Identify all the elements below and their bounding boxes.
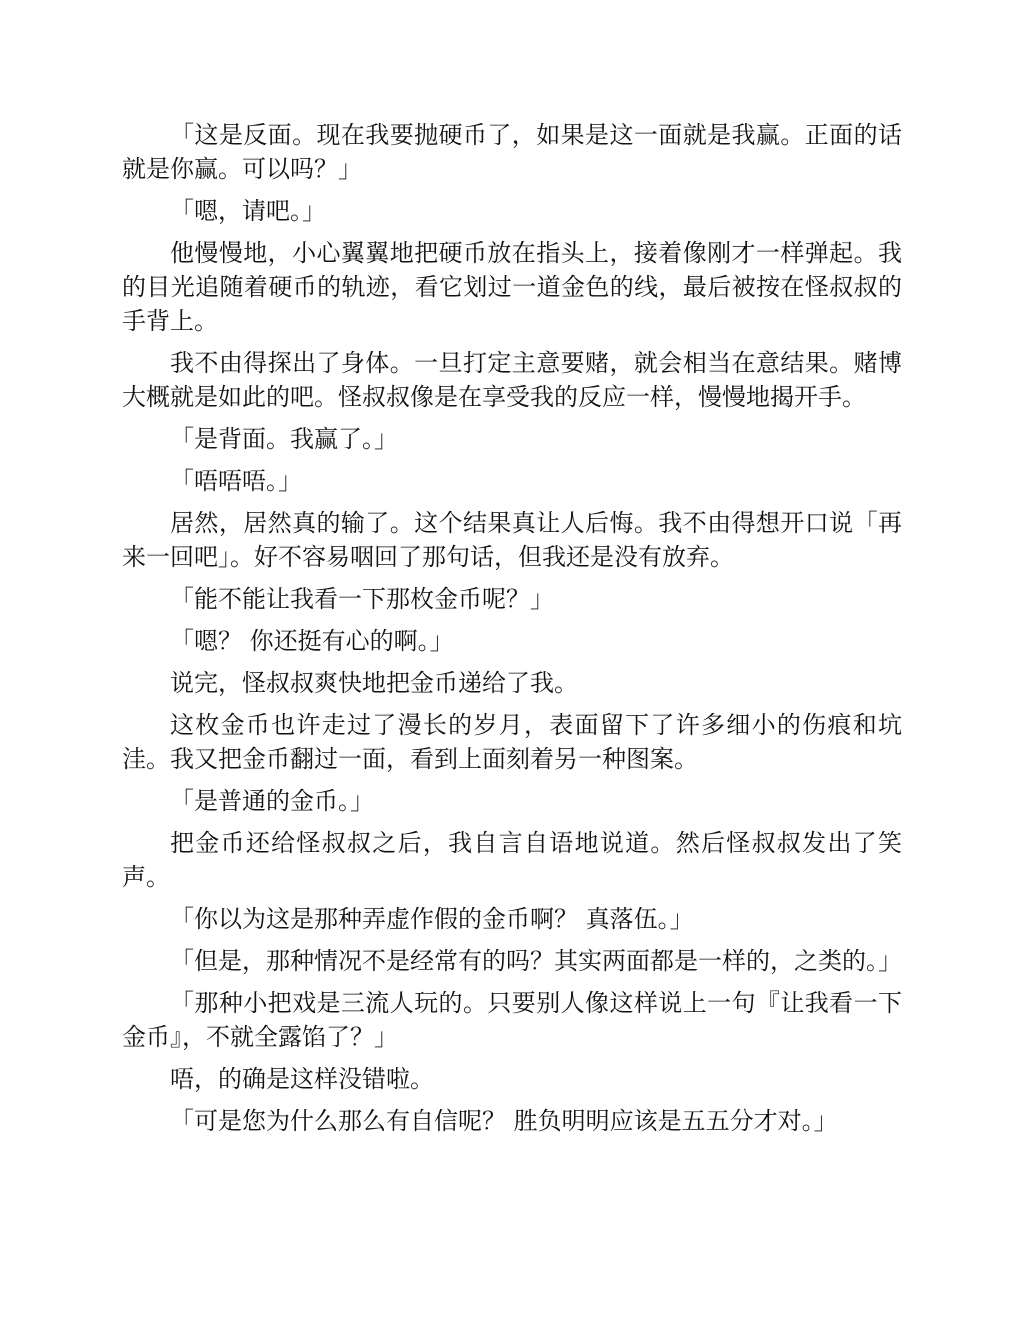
paragraph-12: 「是普通的金币。」 <box>170 787 374 815</box>
paragraph-3: 他慢慢地，小心翼翼地把硬币放在指头上，接着像刚才一样弹起。我的目光追随着硬币的轨迹，看它划过一道金色的线，最后被按在怪叔叔的手背上。 <box>122 239 902 335</box>
paragraph-9: 「嗯？ 你还挺有心的啊。」 <box>170 627 454 655</box>
paragraph-11: 这枚金币也许走过了漫长的岁月，表面留下了许多细小的伤痕和坑洼。我又把金币翻过一面，看到上面刻着另一种图案。 <box>122 711 902 773</box>
paragraph-13: 把金币还给怪叔叔之后，我自言自语地说道。然后怪叔叔发出了笑声。 <box>122 829 902 891</box>
paragraph-4: 我不由得探出了身体。一旦打定主意要赌，就会相当在意结果。赌博大概就是如此的吧。怪叔叔像是在享受我的反应一样，慢慢地揭开手。 <box>122 349 902 411</box>
paragraph-15: 「但是，那种情况不是经常有的吗？其实两面都是一样的，之类的。」 <box>170 947 902 975</box>
paragraph-5: 「是背面。我赢了。」 <box>170 425 398 453</box>
paragraph-14: 「你以为这是那种弄虚作假的金币啊？ 真落伍。」 <box>170 905 694 933</box>
paragraph-1: 「这是反面。现在我要抛硬币了，如果是这一面就是我赢。正面的话就是你赢。可以吗？」 <box>122 121 902 183</box>
paragraph-16: 「那种小把戏是三流人玩的。只要别人像这样说上一句『让我看一下金币』，不就全露馅了？」 <box>122 989 902 1051</box>
document-page <box>122 118 902 1146</box>
paragraph-17: 唔，的确是这样没错啦。 <box>170 1065 434 1093</box>
paragraph-7: 居然，居然真的输了。这个结果真让人后悔。我不由得想开口说「再来一回吧」。好不容易咽回了那句话，但我还是没有放弃。 <box>122 509 902 571</box>
paragraph-2: 「嗯，请吧。」 <box>170 197 326 225</box>
paragraph-10: 说完，怪叔叔爽快地把金币递给了我。 <box>170 669 578 697</box>
paragraph-18: 「可是您为什么那么有自信呢？ 胜负明明应该是五五分才对。」 <box>170 1107 838 1135</box>
paragraph-6: 「唔唔唔。」 <box>170 467 302 495</box>
paragraph-8: 「能不能让我看一下那枚金币呢？」 <box>170 585 554 613</box>
